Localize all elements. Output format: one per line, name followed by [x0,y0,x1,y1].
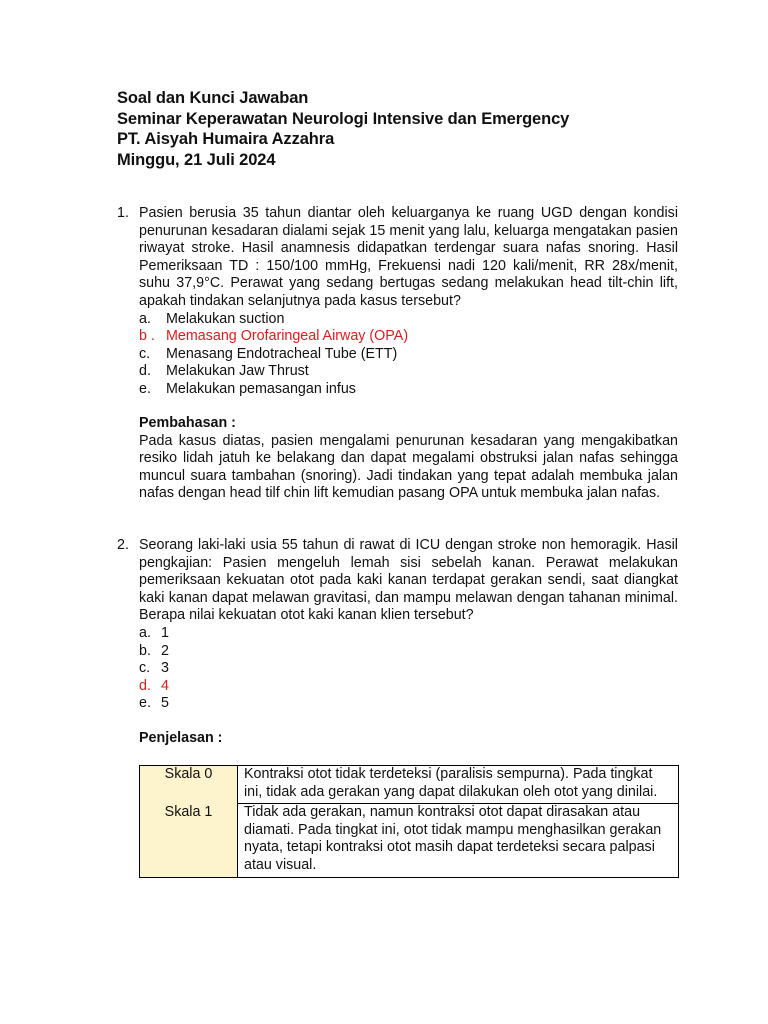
option-b: b. 2 [139,642,169,659]
scale-description: Kontraksi otot tidak terdeteksi (paralisis sempurna). Pada tingkat ini, tidak ada gerakan yang dapat dilakukan oleh otot yang dinilai. [238,766,679,804]
question-2 [117,537,678,713]
scale-description: Tidak ada gerakan, namun kontraksi otot dapat dirasakan atau diamati. Pada tingkat ini, otot tidak mampu menghasilkan gerakan nyata, tetapi kontraksi otot masih dapat terdeteksi secara palpasi atau visual. [238,804,679,877]
option-a: a. Melakukan suction [139,310,285,327]
table-row [140,804,679,877]
question-stem: Seorang laki-laki usia 55 tahun di rawat di ICU dengan stroke non hemoragik. Hasil pengkajian: Pasien mengeluh lemah sisi sebelah kanan. Perawat melakukan pemeriksaan kekuatan otot pada kaki kanan terdapat gerakan sendi, saat diangkat kaki kanan dapat melawan gravitasi, dan mampu melawan dengan tahanan minimal. Berapa nilai kekuatan otot kaki kanan klien tersebut? [139,537,678,624]
answer-options [139,311,678,399]
explanation-label: Penjelasan : [139,730,223,746]
option-e: e. 5 [139,695,169,712]
header-organizer: PT. Aisyah Humaira Azzahra [117,130,335,148]
question-number: 1. [117,205,129,221]
option-c: c. 3 [139,660,169,677]
scale-level: Skala 1 [140,804,238,877]
muscle-strength-scale-table [139,765,679,878]
question-1 [117,205,678,399]
table-row [140,766,679,804]
option-b-correct: b . Memasang Orofaringeal Airway (OPA) [139,328,409,345]
header-seminar: Seminar Keperawatan Neurologi Intensive dan Emergency [117,109,570,128]
option-e: e. Melakukan pemasangan infus [139,380,356,397]
question-stem: Pasien berusia 35 tahun diantar oleh keluarganya ke ruang UGD dengan kondisi penurunan kesadaran dialami sejak 15 menit yang lalu, keluarga mengatakan pasien riwayat stroke. Hasil anamnesis didapatkan terdengar suara nafas snoring. Hasil Pemeriksaan TD : 150/100 mmHg, Frekuensi nadi 120 kali/menit, RR 28x/menit, suhu 37,9°C. Perawat yang sedang bertugas sedang melakukan head tilt-chin lift, apakah tindakan selanjutnya pada kasus tersebut? [139,205,678,309]
scale-level: Skala 0 [140,766,238,804]
option-d: d. Melakukan Jaw Thrust [139,363,309,380]
explanation-1 [139,415,678,503]
question-number: 2. [117,537,129,553]
header-date: Minggu, 21 Juli 2024 [117,150,276,169]
document-header [117,88,569,170]
explanation-text: Pada kasus diatas, pasien mengalami penurunan kesadaran yang mengakibatkan resiko lidah jatuh ke belakang dan dapat megalami obstruksi jalan nafas sehingga muncul suara tambahan (snoring). Jadi tindakan yang tepat adalah membuka jalan nafas dengan head tilf chin lift kemudian pasang OPA untuk membuka jalan nafas. [139,432,678,502]
option-a: a. 1 [139,624,169,641]
header-title: Soal dan Kunci Jawaban [117,89,309,107]
explanation-label: Pembahasan : [139,415,236,431]
option-d-correct: d. 4 [139,677,169,694]
option-c: c. Menasang Endotracheal Tube (ETT) [139,345,398,362]
answer-options [139,625,678,713]
explanation-2 [139,730,678,748]
